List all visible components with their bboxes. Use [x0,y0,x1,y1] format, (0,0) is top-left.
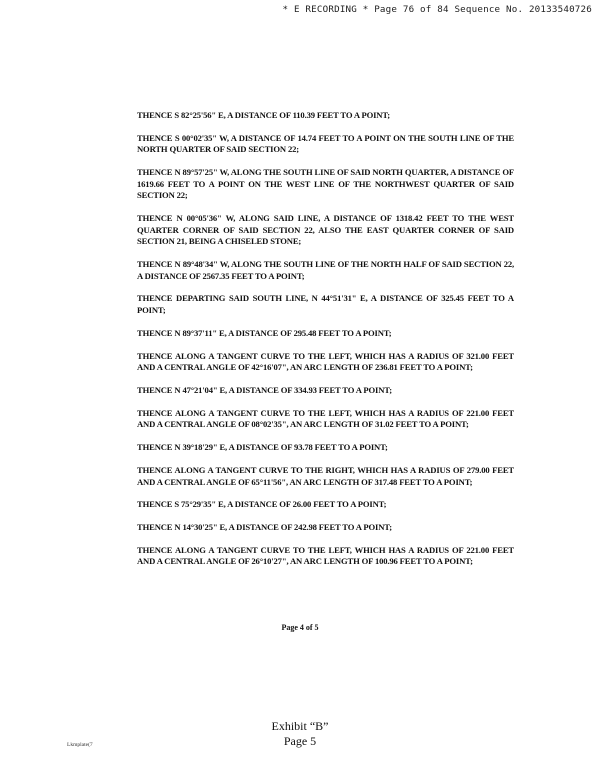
paragraph: THENCE ALONG A TANGENT CURVE TO THE LEFT, WHICH HAS A RADIUS OF 321.00 FEET AND A CENTRAL ANGLE OF 42°16'07", AN ARC LENGTH OF 236.81 FEET TO A POINT; [137,350,514,373]
recording-header: * E RECORDING * Page 76 of 84 Sequence No. 20133540726 [282,4,592,15]
paragraph: THENCE DEPARTING SAID SOUTH LINE, N 44°51'31" E, A DISTANCE OF 325.45 FEET TO A POINT; [137,293,514,316]
paragraph: THENCE ALONG A TANGENT CURVE TO THE RIGHT, WHICH HAS A RADIUS OF 279.00 FEET AND A CENTRAL ANGLE OF 65°11'56", AN ARC LENGTH OF 317.48 FEET TO A POINT; [137,464,514,487]
file-reference: Lkmplate(7 [67,742,93,748]
paragraph: THENCE S 00°02'35" W, A DISTANCE OF 14.74 FEET TO A POINT ON THE SOUTH LINE OF THE NORTH QUARTER OF SAID SECTION 22; [137,132,514,155]
paragraph: THENCE ALONG A TANGENT CURVE TO THE LEFT, WHICH HAS A RADIUS OF 221.00 FEET AND A CENTRAL ANGLE OF 08°02'35", AN ARC LENGTH OF 31.02 FEET TO A POINT; [137,407,514,430]
exhibit-page: Page 5 [283,734,317,748]
exhibit-title: Exhibit “B” [271,719,329,733]
paragraph: THENCE N 14°30'25" E, A DISTANCE OF 242.98 FEET TO A POINT; [137,522,392,533]
paragraph: THENCE N 00°05'36" W, ALONG SAID LINE, A DISTANCE OF 1318.42 FEET TO THE WEST QUARTER CORNER OF SAID SECTION 22, ALSO THE EAST QUARTER CORNER OF SAID SECTION 21, BEING A CHISELED STONE; [137,213,514,247]
paragraph: THENCE N 39°18'29" E, A DISTANCE OF 93.78 FEET TO A POINT; [137,442,388,453]
paragraph: THENCE S 75°29'35" E, A DISTANCE OF 26.00 FEET TO A POINT; [137,499,387,510]
paragraph: THENCE N 89°48'34" W, ALONG THE SOUTH LINE OF THE NORTH HALF OF SAID SECTION 22, A DISTANCE OF 2567.35 FEET TO A POINT; [137,259,514,281]
page-number: Page 4 of 5 [281,623,319,632]
paragraph: THENCE S 82°25'56" E, A DISTANCE OF 110.39 FEET TO A POINT; [137,110,391,120]
paragraph: THENCE N 89°37'11" E, A DISTANCE OF 295.48 FEET TO A POINT; [137,327,392,338]
paragraph: THENCE N 89°57'25" W, ALONG THE SOUTH LINE OF SAID NORTH QUARTER, A DISTANCE OF 1619.66 FEET TO A POINT ON THE WEST LINE OF THE NORTHWEST QUARTER OF SAID SECTION 22; [137,167,514,201]
paragraph: THENCE N 47°21'04" E, A DISTANCE OF 334.93 FEET TO A POINT; [137,385,392,395]
paragraph: THENCE ALONG A TANGENT CURVE TO THE LEFT, WHICH HAS A RADIUS OF 221.00 FEET AND A CENTRAL ANGLE OF 26°10'27", AN ARC LENGTH OF 100.96 FEET TO A POINT; [137,544,514,567]
legal-description [137,110,514,579]
